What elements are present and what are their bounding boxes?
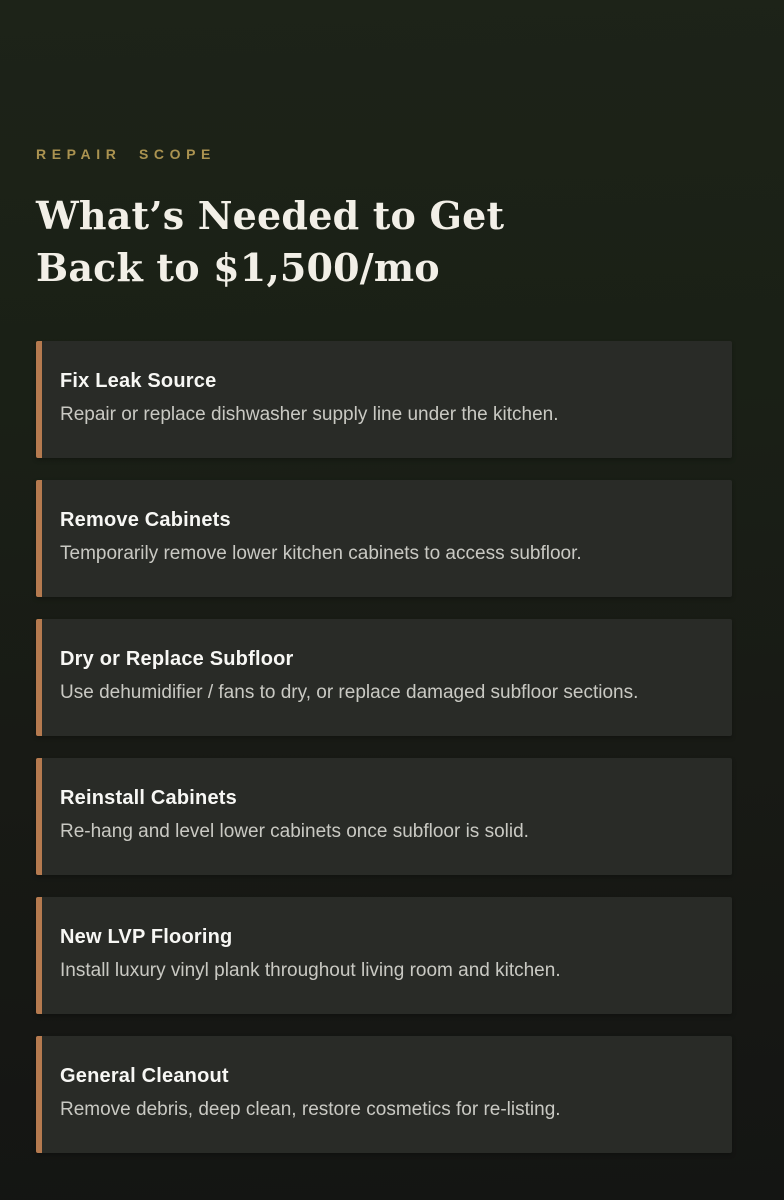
repair-card-title: General Cleanout [60,1065,229,1088]
repair-card [36,897,732,1014]
repair-card-description: Use dehumidifier / fans to dry, or replace damaged subfloor sections. [60,682,639,704]
repair-card-description: Temporarily remove lower kitchen cabinets to access subfloor. [60,543,582,565]
repair-card-title: Remove Cabinets [60,509,231,532]
page-title-line-1: What’s Needed to Get [36,193,505,238]
eyebrow-label: REPAIR SCOPE [36,146,216,162]
repair-card-description: Re-hang and level lower cabinets once subfloor is solid. [60,821,529,843]
page-title-line-2: Back to $1,500/mo [36,244,440,290]
repair-card-title: Dry or Replace Subfloor [60,648,294,671]
repair-card [36,619,732,736]
repair-card-title: New LVP Flooring [60,926,233,949]
repair-card-description: Install luxury vinyl plank throughout living room and kitchen. [60,960,561,982]
page-title [36,190,732,293]
repair-card-title: Reinstall Cabinets [60,787,237,810]
accent-bar [36,897,42,1014]
accent-bar [36,1036,42,1153]
accent-bar [36,480,42,597]
accent-bar [36,341,42,458]
repair-card-title: Fix Leak Source [60,370,217,393]
accent-bar [36,758,42,875]
repair-list [36,341,732,1153]
repair-card [36,758,732,875]
repair-card [36,1036,732,1153]
repair-card [36,341,732,458]
repair-card-description: Repair or replace dishwasher supply line under the kitchen. [60,404,559,426]
repair-card-description: Remove debris, deep clean, restore cosmetics for re-listing. [60,1099,561,1121]
repair-card [36,480,732,597]
accent-bar [36,619,42,736]
